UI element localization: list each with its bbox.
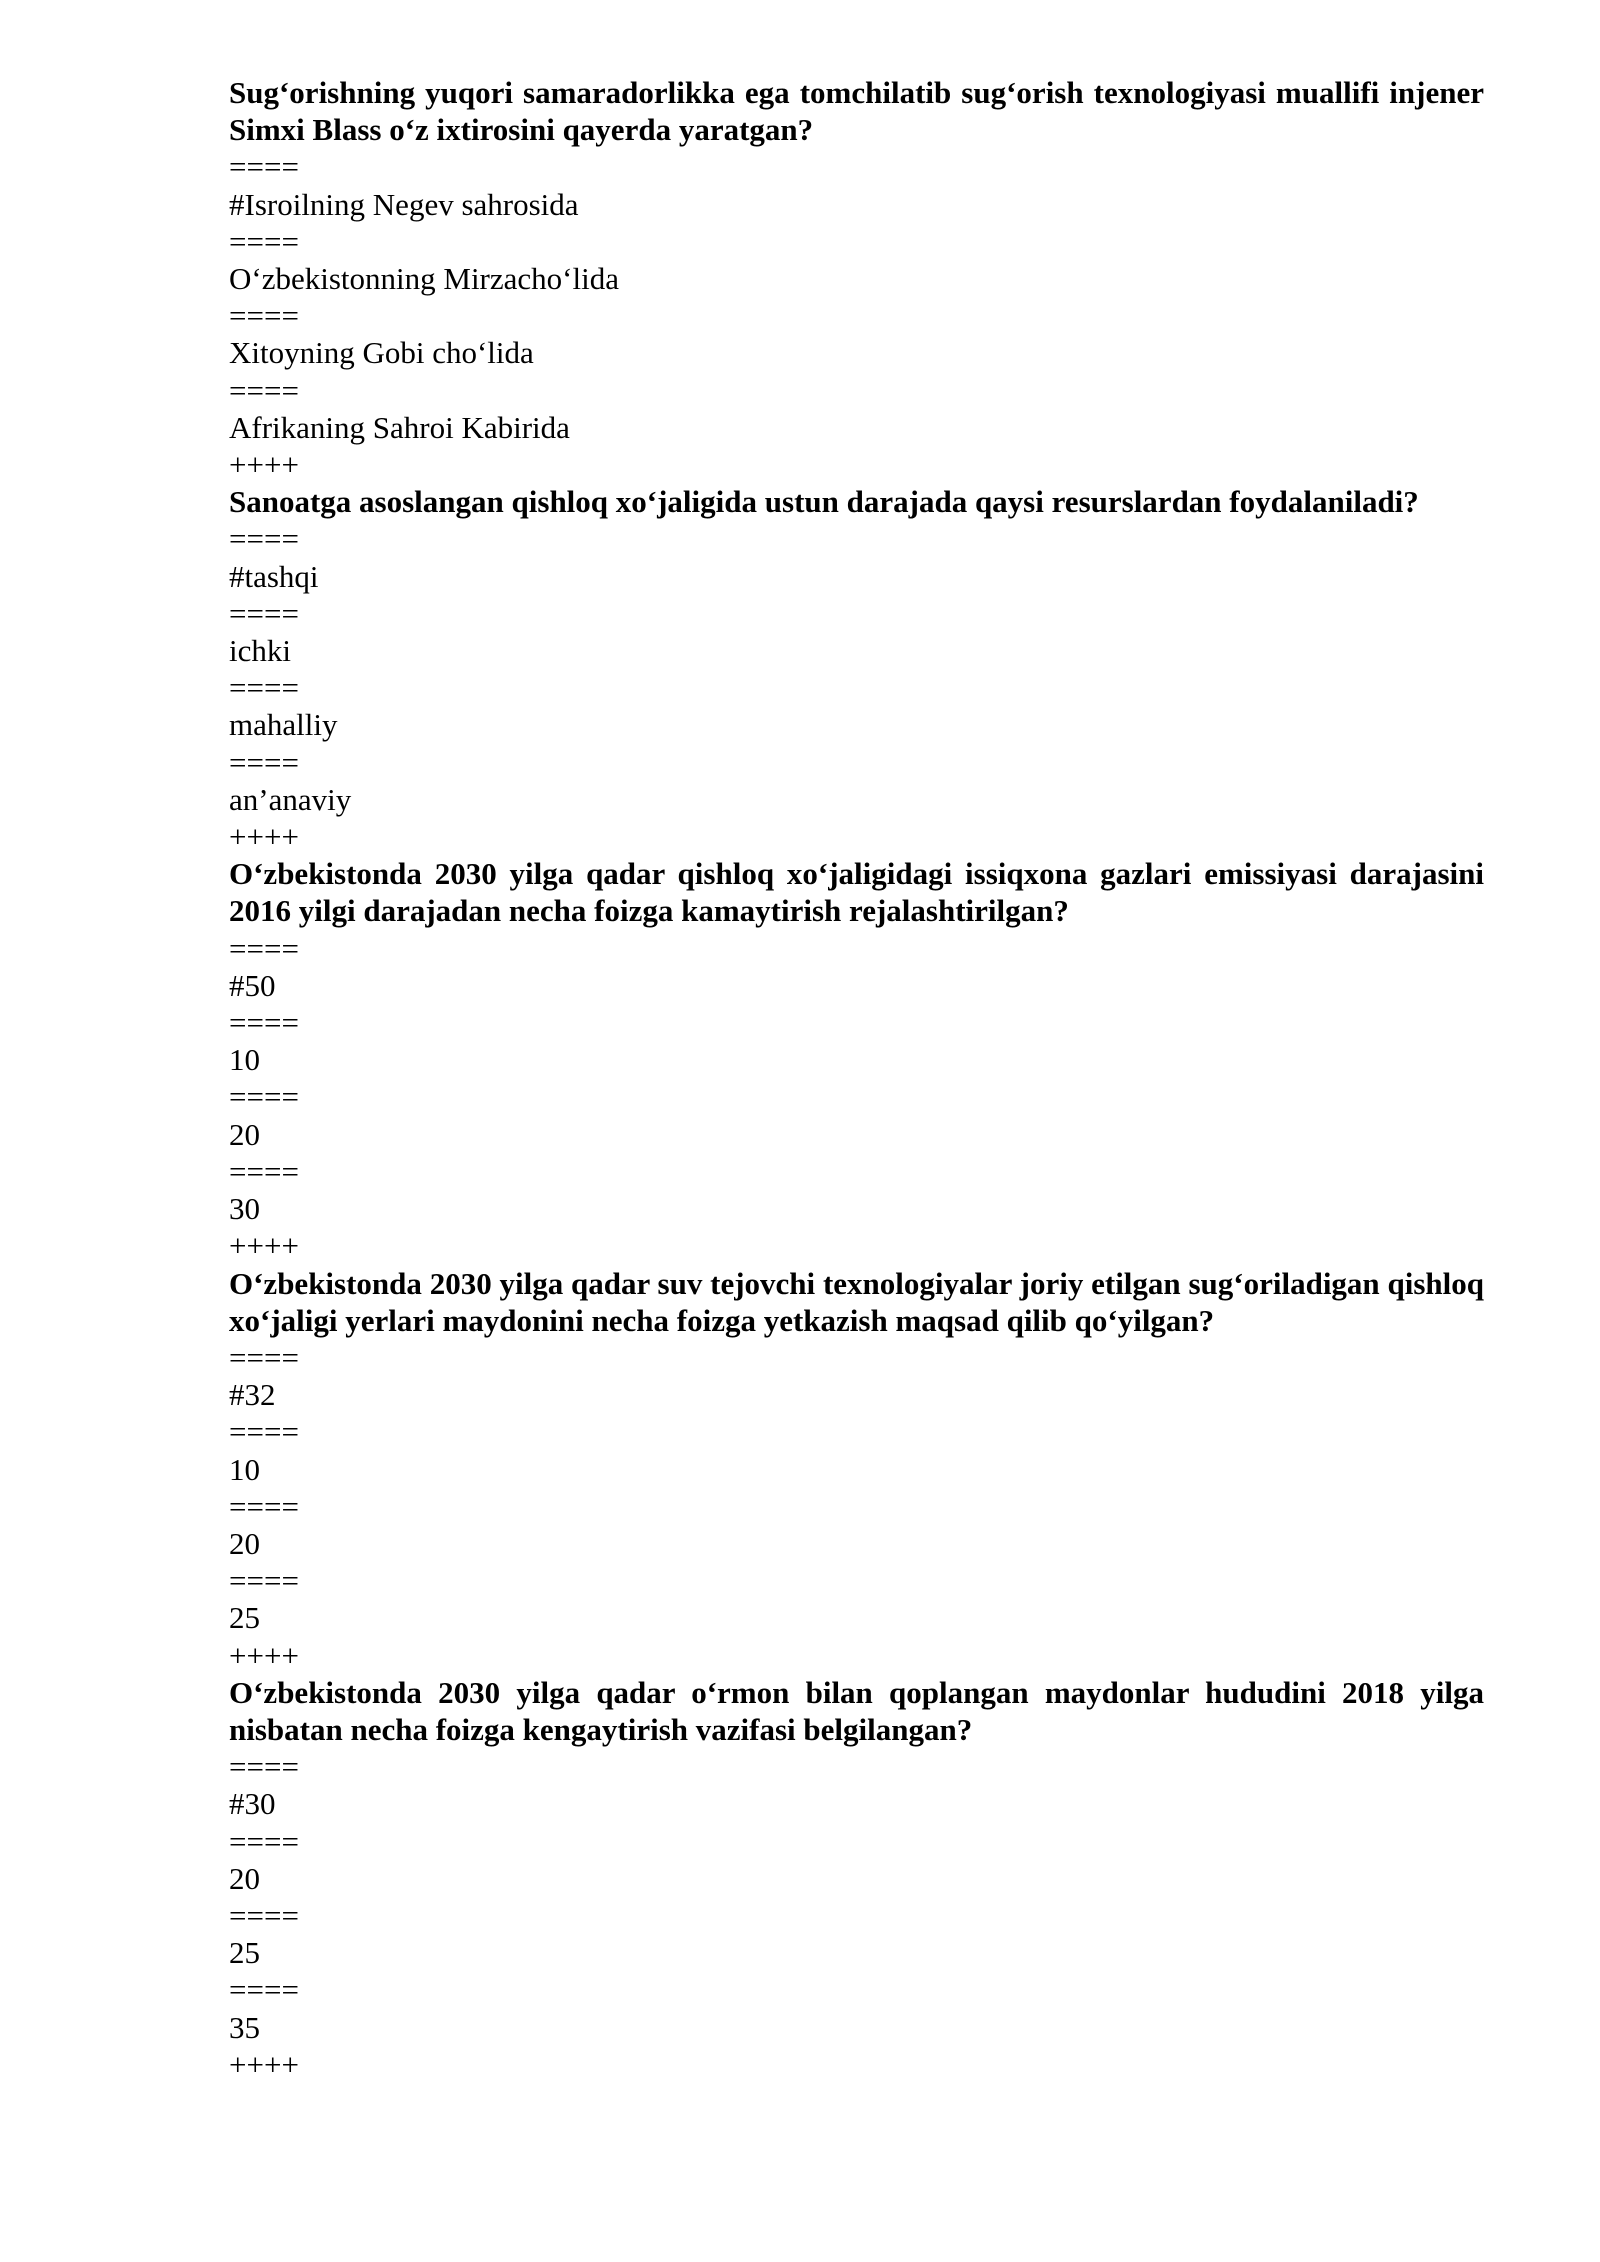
answer-option: ichki bbox=[229, 633, 291, 669]
question-text: Sanoatga asoslangan qishloq xo‘jaligida ustun darajada qaysi resurslardan foydalaniladi? bbox=[229, 484, 1419, 520]
option-separator: ==== bbox=[229, 1414, 299, 1450]
option-separator: ==== bbox=[229, 930, 299, 966]
answer-option: 20 bbox=[229, 1860, 260, 1896]
answer-option-correct: #30 bbox=[229, 1786, 276, 1822]
option-separator: ==== bbox=[229, 1563, 299, 1599]
option-separator: ==== bbox=[229, 1153, 299, 1189]
question-text: O‘zbekistonda 2030 yilga qadar o‘rmon bilan qoplangan maydonlar hududini 2018 yilga nisbatan necha foizga kengaytirish vazifasi belgilangan? bbox=[229, 1674, 1484, 1747]
answer-option: 25 bbox=[229, 1600, 260, 1636]
option-separator: ==== bbox=[229, 1749, 299, 1785]
question-block bbox=[229, 855, 1484, 1264]
document-page bbox=[229, 74, 1484, 2083]
answer-option: O‘zbekistonning Mirzacho‘lida bbox=[229, 261, 619, 297]
answer-option-correct: #tashqi bbox=[229, 558, 319, 594]
block-end-marker: ++++ bbox=[229, 819, 299, 855]
answer-option: 10 bbox=[229, 1451, 260, 1487]
answer-option: Xitoyning Gobi cho‘lida bbox=[229, 335, 534, 371]
answer-option-correct: #32 bbox=[229, 1377, 276, 1413]
question-block bbox=[229, 1674, 1484, 2083]
option-separator: ==== bbox=[229, 1823, 299, 1859]
answer-option-correct: #50 bbox=[229, 967, 276, 1003]
answer-option: 30 bbox=[229, 1191, 260, 1227]
option-separator: ==== bbox=[229, 1897, 299, 1933]
answer-option: mahalliy bbox=[229, 707, 338, 743]
option-separator: ==== bbox=[229, 1339, 299, 1375]
block-end-marker: ++++ bbox=[229, 1637, 299, 1673]
block-end-marker: ++++ bbox=[229, 1228, 299, 1264]
option-separator: ==== bbox=[229, 1488, 299, 1524]
option-separator: ==== bbox=[229, 149, 299, 185]
answer-option: 20 bbox=[229, 1525, 260, 1561]
option-separator: ==== bbox=[229, 670, 299, 706]
option-separator: ==== bbox=[229, 1972, 299, 2008]
question-block bbox=[229, 1265, 1484, 1674]
option-separator: ==== bbox=[229, 595, 299, 631]
block-end-marker: ++++ bbox=[229, 2046, 299, 2082]
answer-option: Afrikaning Sahroi Kabirida bbox=[229, 409, 570, 445]
option-separator: ==== bbox=[229, 298, 299, 334]
answer-option: an’anaviy bbox=[229, 781, 352, 817]
option-separator: ==== bbox=[229, 521, 299, 557]
option-separator: ==== bbox=[229, 223, 299, 259]
option-separator: ==== bbox=[229, 372, 299, 408]
answer-option: 35 bbox=[229, 2009, 260, 2045]
option-separator: ==== bbox=[229, 1005, 299, 1041]
option-separator: ==== bbox=[229, 744, 299, 780]
question-text: Sug‘orishning yuqori samaradorlikka ega tomchilatib sug‘orish texnologiyasi muallifi injener Simxi Blass o‘z ixtirosini qayerda yaratgan? bbox=[229, 75, 1484, 148]
question-text: O‘zbekistonda 2030 yilga qadar qishloq xo‘jaligidagi issiqxona gazlari emissiyasi darajasini 2016 yilgi darajadan necha foizga kamaytirish rejalashtirilgan? bbox=[229, 856, 1484, 929]
answer-option: 20 bbox=[229, 1116, 260, 1152]
question-text: O‘zbekistonda 2030 yilga qadar suv tejovchi texnologiyalar joriy etilgan sug‘oriladigan qishloq xo‘jaligi yerlari maydonini necha foizga yetkazish maqsad qilib qo‘yilgan? bbox=[229, 1265, 1484, 1338]
answer-option-correct: #Isroilning Negev sahrosida bbox=[229, 186, 579, 222]
answer-option: 25 bbox=[229, 1935, 260, 1971]
answer-option: 10 bbox=[229, 1042, 260, 1078]
block-end-marker: ++++ bbox=[229, 447, 299, 483]
option-separator: ==== bbox=[229, 1079, 299, 1115]
question-block bbox=[229, 74, 1484, 483]
question-block bbox=[229, 483, 1484, 855]
